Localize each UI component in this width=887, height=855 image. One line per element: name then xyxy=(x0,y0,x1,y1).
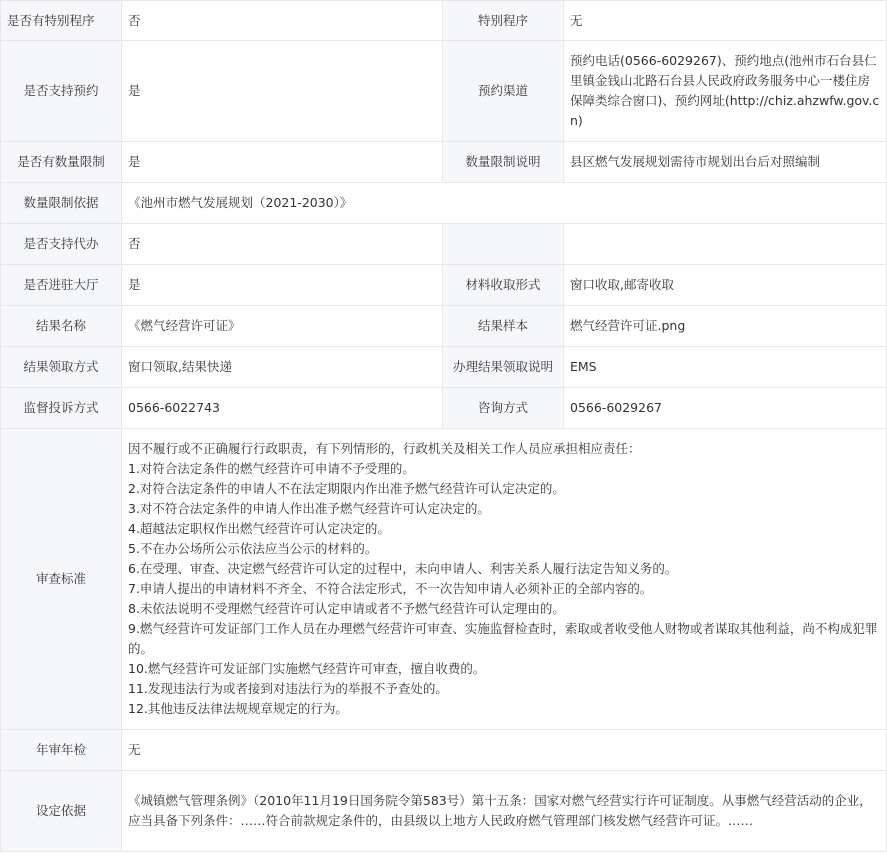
value-material-collection: 窗口收取,邮寄收取 xyxy=(564,265,887,306)
value-supports-proxy: 否 xyxy=(122,224,443,265)
row-result-name xyxy=(1,306,887,347)
row-legal-basis xyxy=(1,771,887,852)
row-appointment xyxy=(1,41,887,142)
value-quantity-basis: 《池州市燃气发展规划（2021-2030）》 xyxy=(122,183,887,224)
value-special-procedure: 无 xyxy=(564,1,887,41)
row-review-standard xyxy=(1,429,887,730)
review-line: 8.未依法说明不受理燃气经营许可认定申请或者不予燃气经营许可认定理由的。 xyxy=(128,601,565,616)
label-annual-review: 年审年检 xyxy=(1,730,122,771)
review-line: 4.超越法定职权作出燃气经营许可认定决定的。 xyxy=(128,521,390,536)
label-review-standard: 审查标准 xyxy=(1,429,122,730)
label-result-sample: 结果样本 xyxy=(443,306,564,347)
label-has-special-procedure: 是否有特别程序 xyxy=(1,1,122,41)
label-result-pickup-note: 办理结果领取说明 xyxy=(443,347,564,388)
review-line: 5.不在办公场所公示依法应当公示的材料的。 xyxy=(128,541,378,556)
review-line: 12.其他违反法律法规规章规定的行为。 xyxy=(128,701,348,716)
value-supports-appointment: 是 xyxy=(122,41,443,142)
review-line: 11.发现违法行为或者接到对违法行为的举报不予查处的。 xyxy=(128,681,448,696)
value-review-standard xyxy=(122,429,887,730)
row-supervision xyxy=(1,388,887,429)
label-supports-proxy: 是否支持代办 xyxy=(1,224,122,265)
review-line: 6.在受理、审查、决定燃气经营许可认定的过程中，未向申请人、利害关系人履行法定告知义务的。 xyxy=(128,561,678,576)
label-legal-basis: 设定依据 xyxy=(1,771,122,852)
row-quantity-basis xyxy=(1,183,887,224)
label-result-name: 结果名称 xyxy=(1,306,122,347)
empty-label-cell xyxy=(443,224,564,265)
label-has-quantity-limit: 是否有数量限制 xyxy=(1,142,122,183)
label-in-hall: 是否进驻大厅 xyxy=(1,265,122,306)
row-quantity-limit xyxy=(1,142,887,183)
value-consultation: 0566-6029267 xyxy=(564,388,887,429)
label-supervision: 监督投诉方式 xyxy=(1,388,122,429)
label-quantity-limit-note: 数量限制说明 xyxy=(443,142,564,183)
value-result-name: 《燃气经营许可证》 xyxy=(122,306,443,347)
value-has-special-procedure: 否 xyxy=(122,1,443,41)
label-special-procedure: 特别程序 xyxy=(443,1,564,41)
row-hall xyxy=(1,265,887,306)
row-annual-review xyxy=(1,730,887,771)
value-result-pickup-method: 窗口领取,结果快递 xyxy=(122,347,443,388)
value-result-pickup-note: EMS xyxy=(564,347,887,388)
review-line: 3.对不符合法定条件的申请人作出准予燃气经营许可认定决定的。 xyxy=(128,501,490,516)
label-material-collection: 材料收取形式 xyxy=(443,265,564,306)
review-line: 因不履行或不正确履行行政职责，有下列情形的，行政机关及相关工作人员应承担相应责任： xyxy=(128,441,641,456)
row-special-procedure xyxy=(1,1,887,41)
row-proxy xyxy=(1,224,887,265)
label-supports-appointment: 是否支持预约 xyxy=(1,41,122,142)
review-line: 2.对符合法定条件的申请人不在法定期限内作出准予燃气经营许可认定决定的。 xyxy=(128,481,565,496)
value-in-hall: 是 xyxy=(122,265,443,306)
value-annual-review: 无 xyxy=(122,730,887,771)
review-line: 9.燃气经营许可发证部门工作人员在办理燃气经营许可审查、实施监督检查时，索取或者收受他人财物或者谋取其他利益，尚不构成犯罪的。 xyxy=(128,621,878,656)
label-result-pickup-method: 结果领取方式 xyxy=(1,347,122,388)
value-result-sample[interactable]: 燃气经营许可证.png xyxy=(564,306,887,347)
review-line: 7.申请人提出的申请材料不齐全、不符合法定形式，不一次告知申请人必须补正的全部内容的。 xyxy=(128,581,653,596)
value-legal-basis: 《城镇燃气管理条例》（2010年11月19日国务院令第583号）第十五条：国家对燃气经营实行许可证制度。从事燃气经营活动的企业，应当具备下列条件：……符合前款规定条件的，由县级以上地方人民政府燃气管理部门核发燃气经营许可证。…… xyxy=(122,771,887,852)
empty-value-cell xyxy=(564,224,887,265)
value-supervision: 0566-6022743 xyxy=(122,388,443,429)
label-quantity-basis: 数量限制依据 xyxy=(1,183,122,224)
value-appointment-channel: 预约电话(0566-6029267)、预约地点(池州市石台县仁里镇金钱山北路石台县人民政府政务服务中心一楼住房保障类综合窗口)、预约网址(http://chiz.ahzwfw.gov.cn) xyxy=(564,41,887,142)
review-line: 1.对符合法定条件的燃气经营许可申请不予受理的。 xyxy=(128,461,415,476)
row-result-method xyxy=(1,347,887,388)
label-appointment-channel: 预约渠道 xyxy=(443,41,564,142)
value-has-quantity-limit: 是 xyxy=(122,142,443,183)
label-consultation: 咨询方式 xyxy=(443,388,564,429)
value-quantity-limit-note: 县区燃气发展规划需待市规划出台后对照编制 xyxy=(564,142,887,183)
review-line: 10.燃气经营许可发证部门实施燃气经营许可审查，擅自收费的。 xyxy=(128,661,486,676)
